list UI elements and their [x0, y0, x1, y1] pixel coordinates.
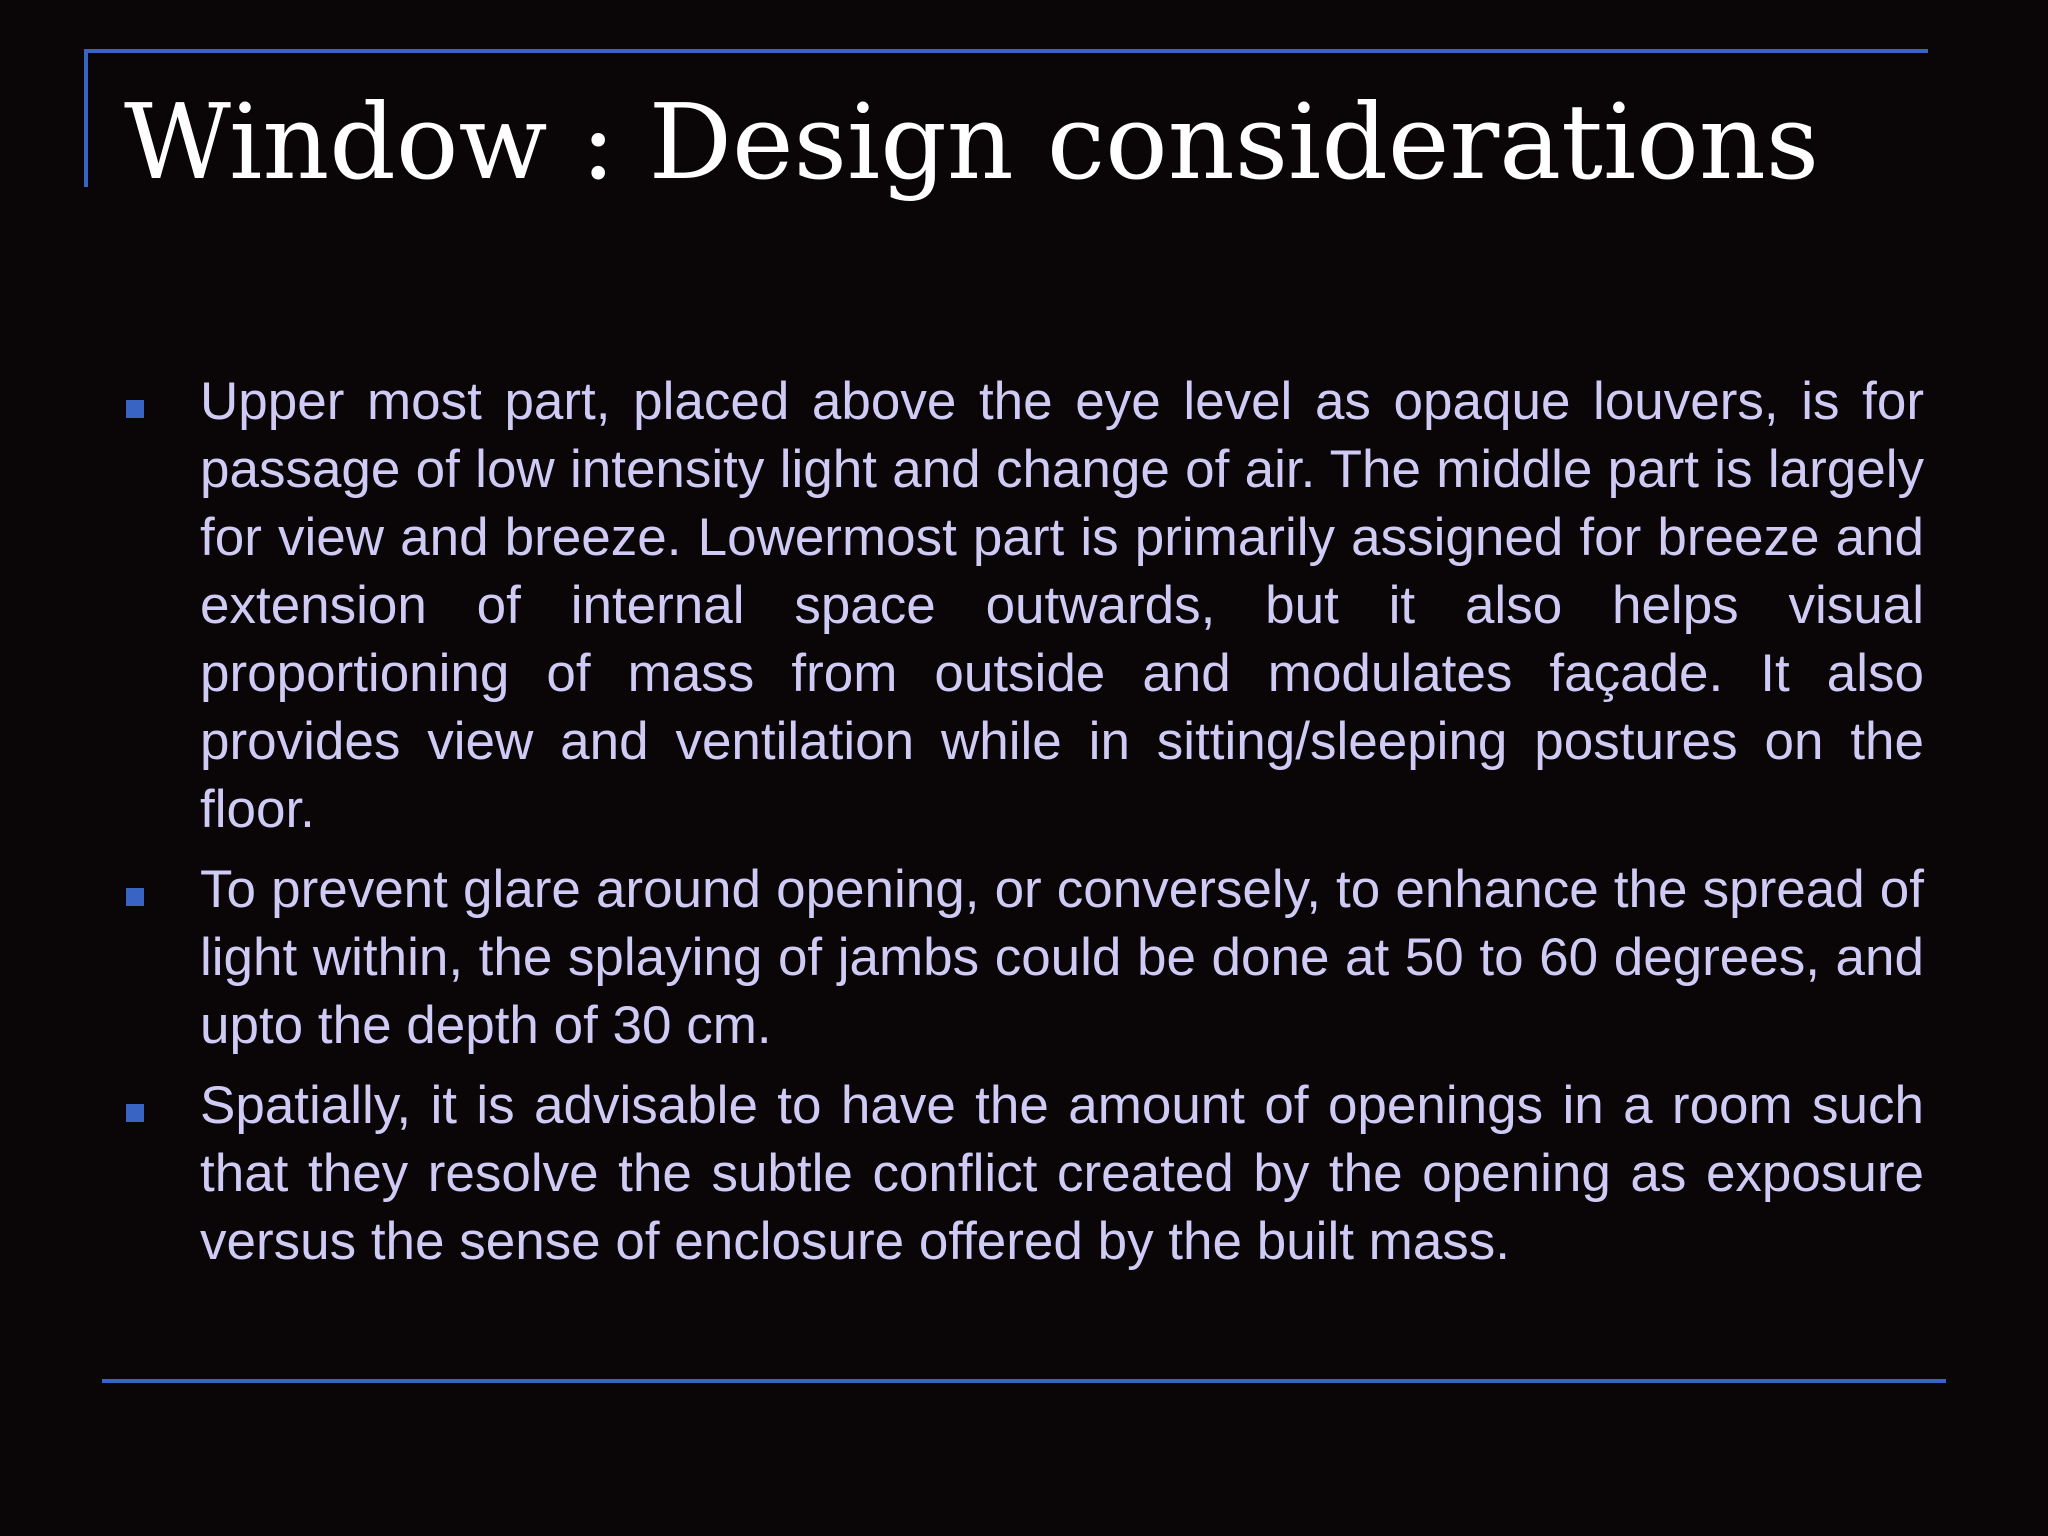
title-left-accent-rule — [84, 49, 88, 187]
bullet-text: Spatially, it is advisable to have the amount of openings in a room such that they resolve the subtle conflict created by the opening as exposure versus the sense of enclosure offered by the built mass. — [200, 1076, 1924, 1271]
bullet-item — [124, 856, 1924, 1060]
square-bullet-icon — [126, 888, 144, 906]
slide-title: Window : Design considerations — [124, 81, 1820, 203]
square-bullet-icon — [126, 1104, 144, 1122]
bullet-text: To prevent glare around opening, or conversely, to enhance the spread of light within, the splaying of jambs could be done at 50 to 60 degrees, and upto the depth of 30 cm. — [200, 860, 1924, 1055]
bullet-text: Upper most part, placed above the eye level as opaque louvers, is for passage of low intensity light and change of air. The middle part is largely for view and breeze. Lowermost part is primarily assigned for breeze and extension of internal space outwards, but it also helps visual proportioning of mass from outside and modulates façade. It also provides view and ventilation while in sitting/sleeping postures on the floor. — [200, 372, 1924, 839]
bullet-item — [124, 1072, 1924, 1276]
bottom-accent-rule — [102, 1379, 1946, 1383]
bullet-list — [124, 368, 1924, 1288]
top-accent-rule — [84, 49, 1928, 53]
bullet-item — [124, 368, 1924, 844]
square-bullet-icon — [126, 400, 144, 418]
